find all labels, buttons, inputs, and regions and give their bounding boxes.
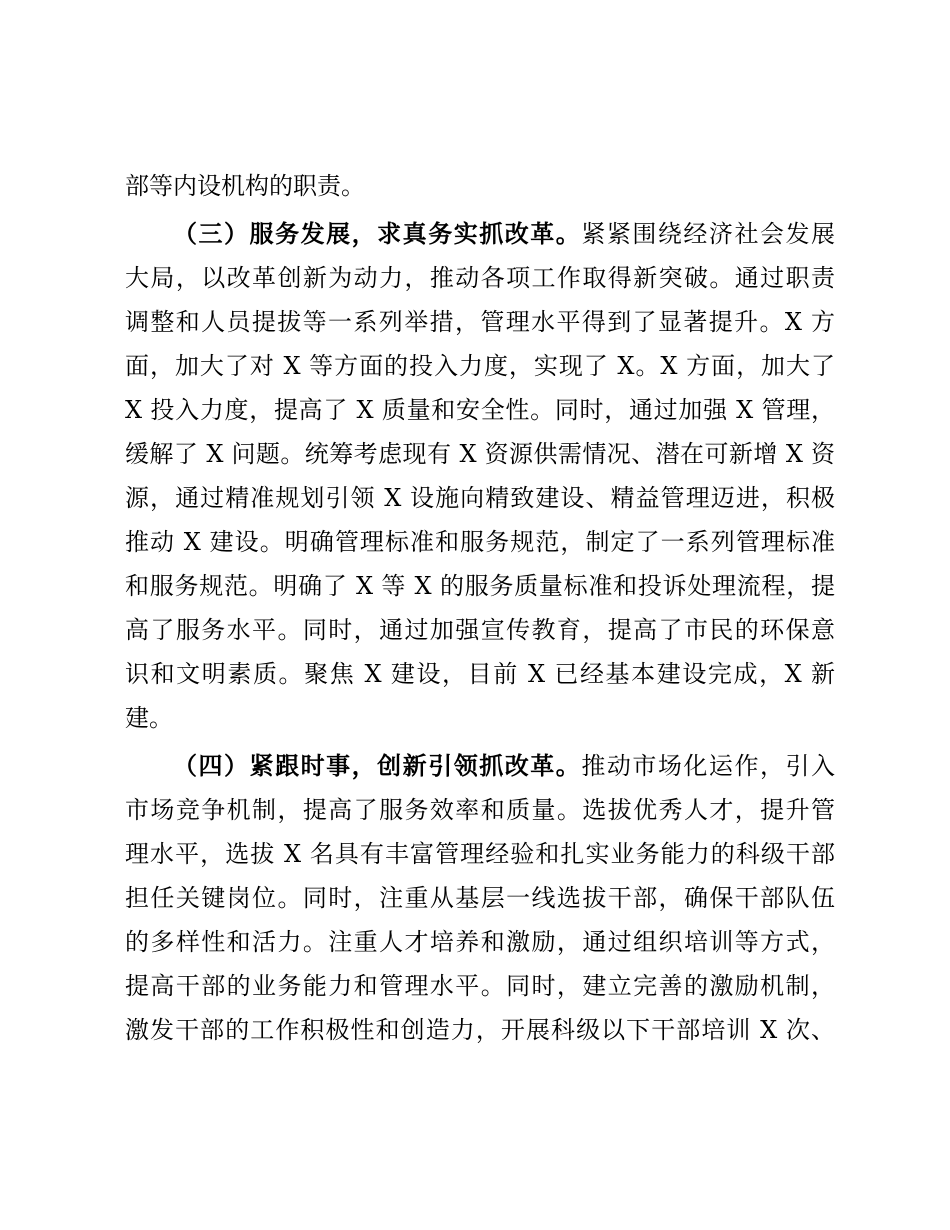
paragraph-line: 建。	[125, 704, 173, 732]
section-4-first-line	[173, 744, 835, 788]
paragraph-line-text: 推动市场化运作，引入	[581, 752, 836, 780]
paragraph-line: 和服务规范。明确了 X 等 X 的服务质量标准和投诉处理流程，提	[125, 572, 835, 600]
paragraph-line: 高了服务水平。同时，通过加强宣传教育，提高了市民的环保意	[125, 616, 835, 644]
paragraph-line: 缓解了 X 问题。统筹考虑现有 X 资源供需情况、潜在可新增 X 资	[125, 440, 835, 468]
paragraph-line: 的多样性和活力。注重人才培养和激励，通过组织培训等方式，	[125, 928, 835, 956]
paragraph-line: 理水平，选拔 X 名具有丰富管理经验和扎实业务能力的科级干部	[125, 840, 835, 868]
paragraph-line: 面，加大了对 X 等方面的投入力度，实现了 X。X 方面，加大了	[125, 352, 835, 380]
section-4-heading: （四）紧跟时事，创新引领抓改革。	[173, 751, 582, 780]
paragraph-line: 推动 X 建设。明确管理标准和服务规范，制定了一系列管理标准	[125, 528, 835, 556]
paragraph-line: 提高干部的业务能力和管理水平。同时，建立完善的激励机制，	[125, 972, 835, 1000]
section-3-first-line	[173, 212, 835, 256]
paragraph-line: 市场竞争机制，提高了服务效率和质量。选拔优秀人才，提升管	[125, 796, 835, 824]
paragraph-line: 大局，以改革创新为动力，推动各项工作取得新突破。通过职责	[125, 264, 835, 292]
paragraph-line: 调整和人员提拔等一系列举措，管理水平得到了显著提升。X 方	[125, 308, 835, 336]
paragraph-line: 担任关键岗位。同时，注重从基层一线选拔干部，确保干部队伍	[125, 884, 835, 912]
paragraph-line: 部等内设机构的职责。	[125, 172, 365, 200]
paragraph-line: 源，通过精准规划引领 X 设施向精致建设、精益管理迈进，积极	[125, 484, 835, 512]
paragraph-line: X 投入力度，提高了 X 质量和安全性。同时，通过加强 X 管理，	[125, 396, 835, 424]
paragraph-line: 识和文明素质。聚焦 X 建设，目前 X 已经基本建设完成，X 新	[125, 660, 835, 688]
paragraph-line: 激发干部的工作积极性和创造力，开展科级以下干部培训 X 次、	[125, 1016, 835, 1044]
section-3-heading: （三）服务发展，求真务实抓改革。	[173, 219, 582, 248]
paragraph-line-text: 紧紧围绕经济社会发展	[581, 220, 836, 248]
